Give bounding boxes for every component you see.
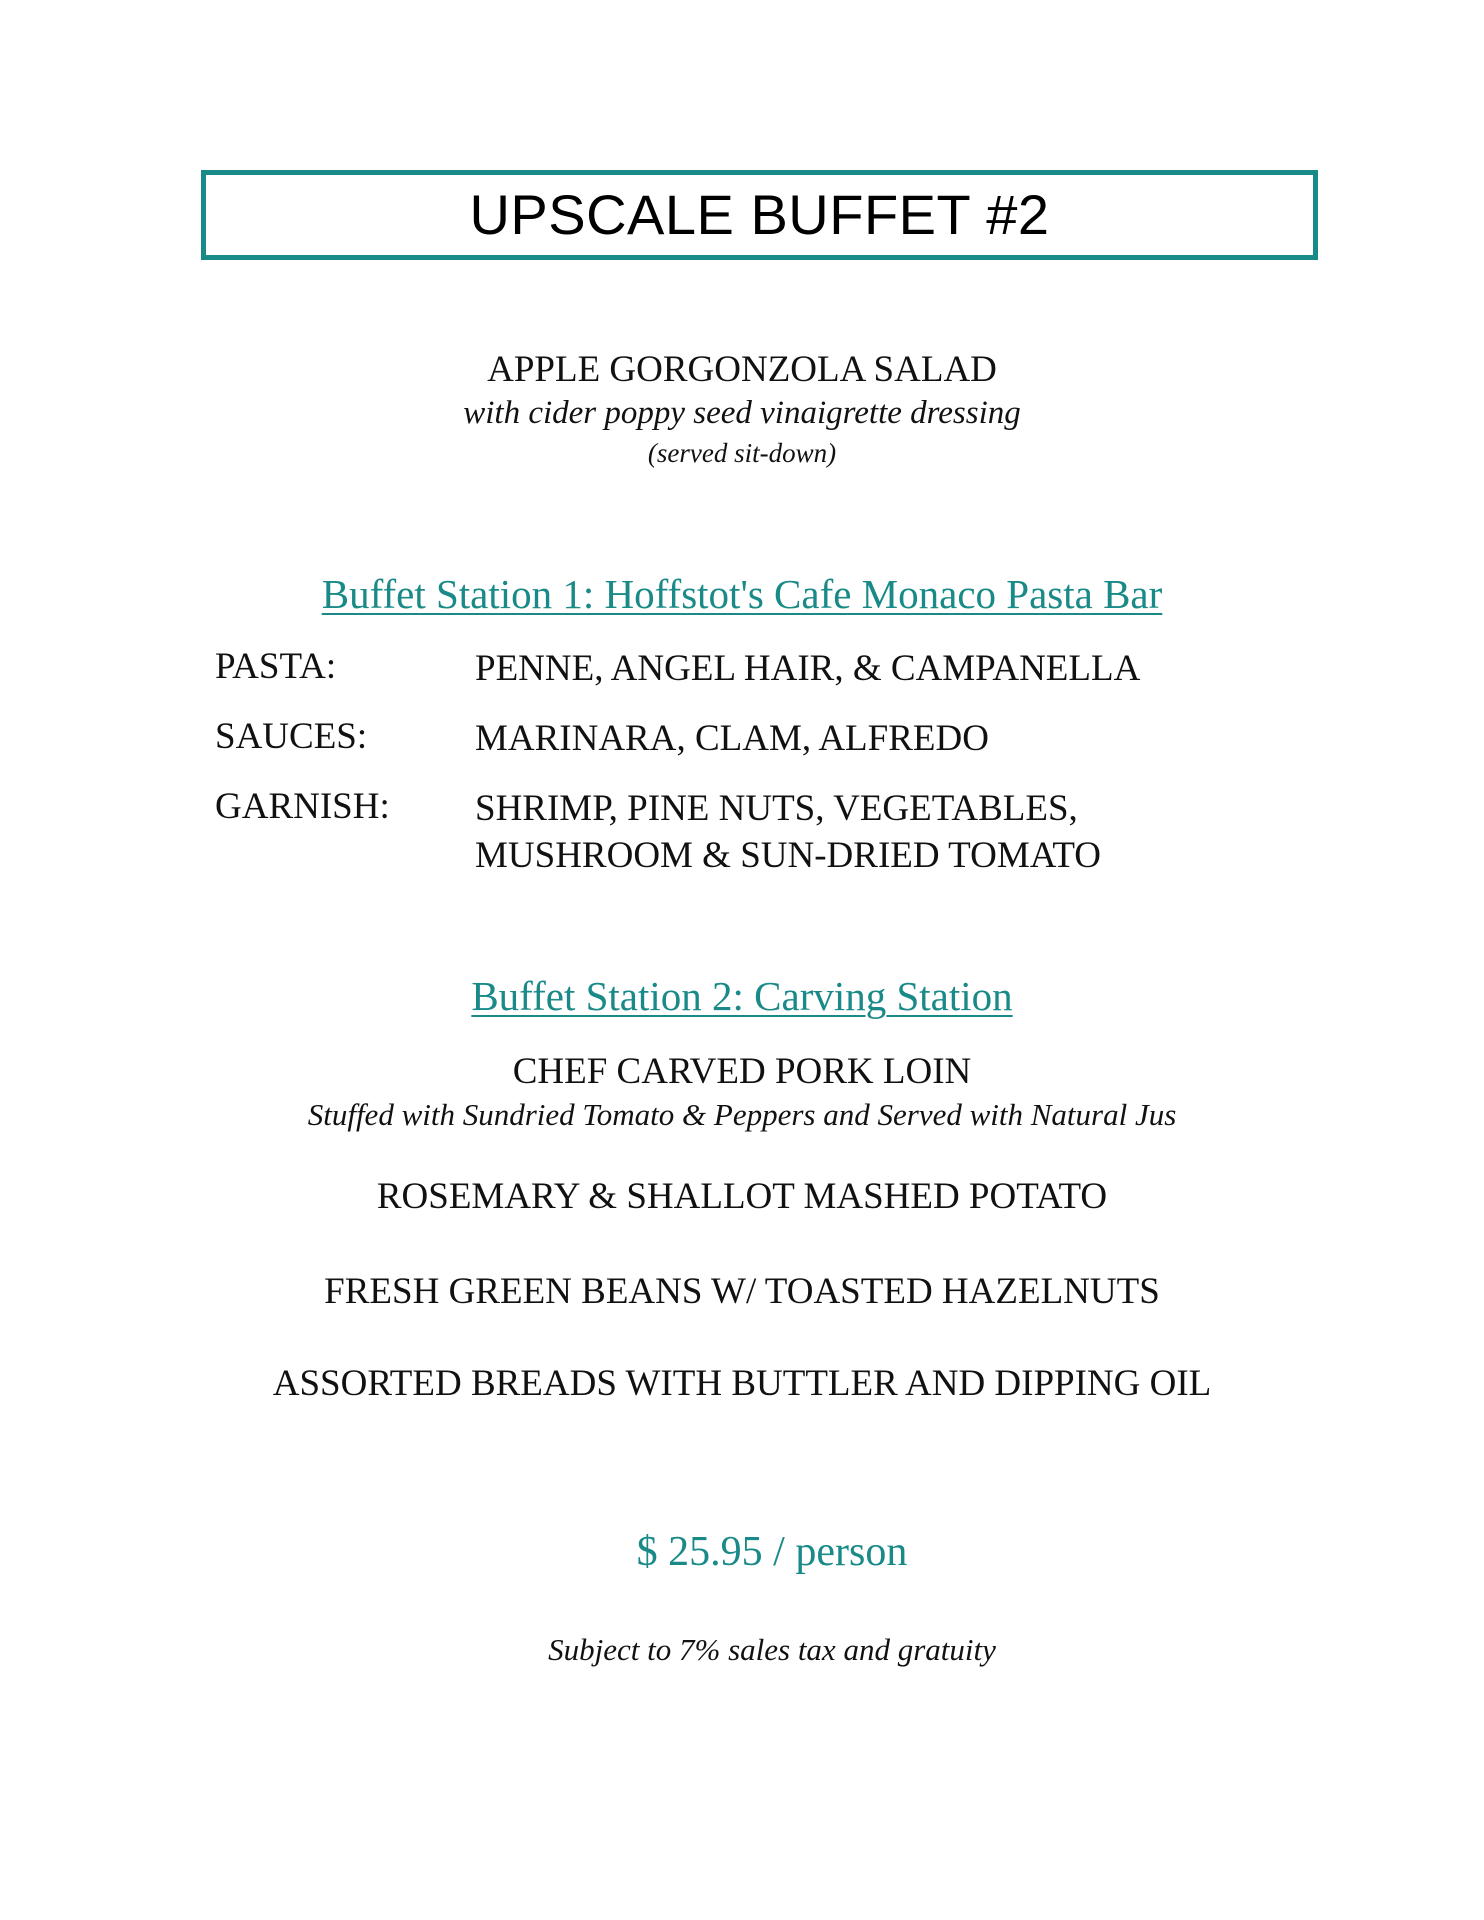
station-2-title: Buffet Station 2: Carving Station [471,973,1013,1019]
salad-name: APPLE GORGONZOLA SALAD [487,349,997,390]
salad-note: (served sit-down) [647,438,837,468]
carved-description: Stuffed with Sundried Tomato & Peppers and Served with Natural Jus [307,1097,1177,1132]
price: $ 25.95 / person [636,1529,908,1575]
station-1-title: Buffet Station 1: Hoffstot's Cafe Monaco Pasta Bar [321,571,1163,617]
pasta-label: PASTA: [215,646,337,687]
tax-note: Subject to 7% sales tax and gratuity [548,1632,996,1667]
garnish-line-1: SHRIMP, PINE NUTS, VEGETABLES, [475,788,1078,829]
sauces-value: MARINARA, CLAM, ALFREDO [475,718,989,759]
salad-description: with cider poppy seed vinaigrette dressing [463,395,1021,431]
pasta-value: PENNE, ANGEL HAIR, & CAMPANELLA [475,648,1141,689]
sauces-label: SAUCES: [215,716,368,757]
title-box [201,170,1318,260]
garnish-value [475,785,1101,879]
garnish-label: GARNISH: [215,786,390,827]
side-item: ASSORTED BREADS WITH BUTTLER AND DIPPING OIL [272,1363,1212,1404]
page-title: UPSCALE BUFFET #2 [469,183,1050,246]
side-item: FRESH GREEN BEANS W/ TOASTED HAZELNUTS [324,1271,1160,1312]
side-item: ROSEMARY & SHALLOT MASHED POTATO [376,1176,1108,1217]
garnish-line-2: MUSHROOM & SUN-DRIED TOMATO [475,835,1102,876]
carved-item: CHEF CARVED PORK LOIN [512,1051,972,1092]
